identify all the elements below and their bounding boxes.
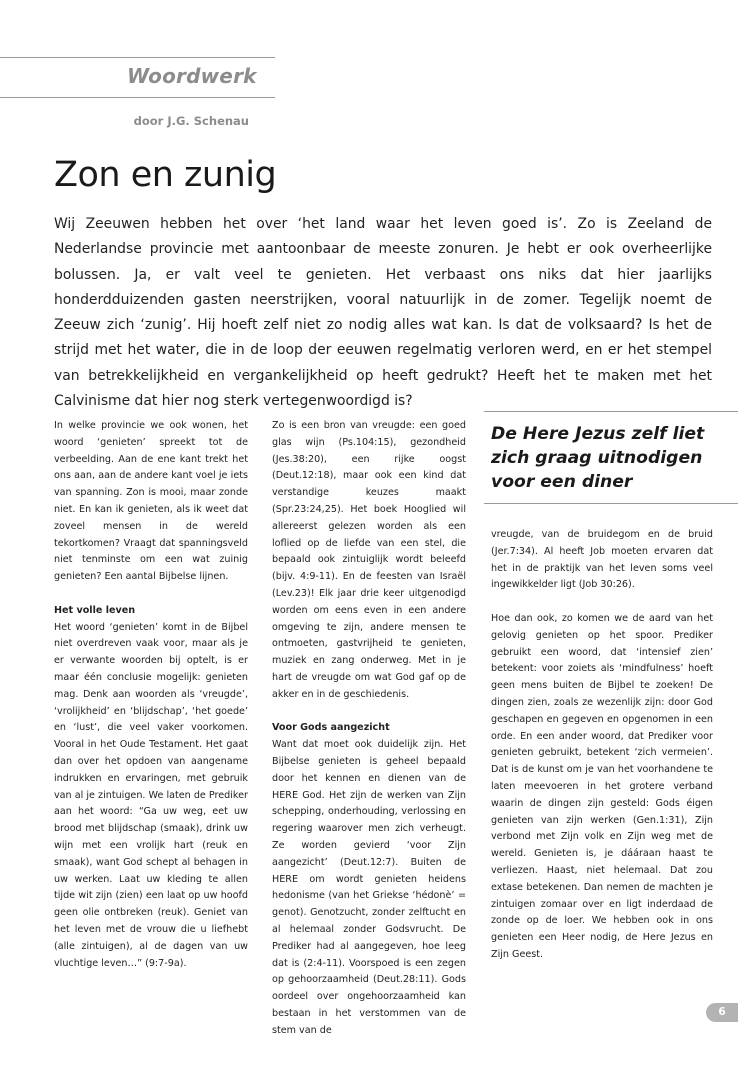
pull-quote-rule-top — [484, 411, 738, 412]
article-title: Zon en zunig — [54, 155, 277, 195]
body-paragraph: Hoe dan ook, zo komen we de aard van het gelovig genieten op het spoor. Prediker gebruikt een woord, dat ‘intensief zien’ betekent: voor zoiets als ‘mindfulness’ hoeft geen mens buiten de Bijbel te zoeken! De dingen zien, zoals ze wezenlijk zijn: door God geschapen en gegeven en opgenomen in een orde. En een ander woord, dat Prediker voor genieten gebruikt, betekent ‘zich vermeien’. Dat is de kunst om je van het voorhandene te laten meevoeren in het grotere verband waarin de dingen zijn gesteld: Gods éigen genieten van zijn werken (Gen.1:31), Zijn verbond met Zijn volk en Zijn weg met de wereld. Genieten is, je dááraan haast te verliezen. Haast, niet helemaal. Dat zou extase betekenen. Dan nemen de machten je zintuigen zomaar over en ligt inderdaad de zonde op de loer. We hebben ook in ons genieten een Heer nodig, de Here Jezus en Zijn Geest. — [491, 612, 713, 960]
body-column-1 — [54, 418, 248, 972]
body-paragraph: vreugde, van de bruidegom en de bruid (Jer.7:34). Al heeft Job moeten ervaren dat het in de praktijk van het leven soms veel ingewikkelder ligt (Job 30:26). — [491, 529, 713, 591]
body-column-3 — [491, 527, 713, 964]
author-byline: door J.G. Schenau — [133, 114, 249, 128]
subheading-het-volle-leven: Het volle leven — [54, 604, 136, 616]
section-rubric: Woordwerk — [127, 64, 257, 88]
body-column-2 — [272, 418, 466, 1039]
pull-quote: De Here Jezus zelf liet zich graag uitnodigen voor een diner — [491, 424, 705, 492]
header-rule-bottom — [0, 97, 275, 98]
subheading-voor-gods-aangezicht: Voor Gods aangezicht — [272, 722, 390, 734]
page-number-tab: 6 — [706, 1003, 738, 1022]
body-paragraph: Zo is een bron van vreugde: een goed glas wijn (Ps.104:15), gezondheid (Jes.38:20), een rijke oogst (Deut.12:18), maar ook een kind dat verstandige keuzes maakt (Spr.23:24,25). Het boek Hooglied wil allereerst gelezen worden als een loflied op de liefde van een stel, die bepaald ook zintuiglijk wordt beleefd (bijv. 4:9-11). En de feesten van Israël (Lev.23)! Elk jaar drie keer uitgenodigd worden om eens even in een andere omgeving te zijn, andere mensen te ontmoeten, gastvrijheid te genieten, muziek en zang onderweg. Met in je hart de vreugde om wat God gaf op de akker en in de geschiedenis. — [272, 420, 466, 700]
body-paragraph: In welke provincie we ook wonen, het woord ‘genieten’ spreekt tot de verbeelding. Aan de ene kant trekt het ons aan, aan de andere kant voel je iets van spanning. Zon is mooi, maar zonde niet. En kan ik genieten, als ik weet dat zoveel mensen in de wereld tekortkomen? Vraagt dat spanningsveld niet tenminste om een wat zuinig genieten? Een aantal Bijbelse lijnen. — [54, 420, 248, 583]
body-paragraph: Het woord ‘genieten’ komt in de Bijbel niet overdreven vaak voor, maar als je er verwante woorden bij optelt, is er maar één conclusie mogelijk: genieten mag. Denk aan woorden als ‘vreugde’, ‘vrolijkheid’ en ‘blijdschap’, ‘het goede’ en ‘lust’, die veel vaker voorkomen. Vooral in het Oude Testament. Het gaat dan over het opdoen van aangename indrukken en ervaringen, met gebruik van al je zintuigen. We laten de Prediker aan het woord: “Ga uw weg, eet uw brood met blijdschap (smaak), drink uw wijn met een vrolijk hart (reuk en smaak), want God schept al behagen in uw werken. Laat uw kleding te allen tijde wit zijn (zien) een laat op uw hoofd geen olie ontbreken (reuk). Geniet van het leven met de vrouw die u liefhebt (alle zintuigen), al de dagen van uw vluchtige leven…” (9:7-9a). — [54, 621, 248, 969]
body-paragraph: Want dat moet ook duidelijk zijn. Het Bijbelse genieten is geheel bepaald door het kennen en dienen van de HERE God. Het zijn de werken van Zijn schepping, onderhouding, verlossing en regering waarover men zich verheugt. Ze worden gevierd ‘voor Zijn aangezicht’ (Deut.12:7). Buiten de HERE om wordt genieten heidens hedonisme (van het Griekse ‘hédonè’ = genot). Genotzucht, zonder zelftucht en al helemaal zonder Godsvrucht. De Prediker had al aangegeven, hoe leeg dat is (2:4-11). Voorspoed is een zegen op gehoorzaamheid (Deut.28:11). Gods oordeel over ongehoorzaamheid kan bestaan in het verstommen van de stem van de — [272, 739, 466, 1036]
pull-quote-rule-bottom — [484, 503, 738, 504]
header-rule-top — [0, 57, 275, 58]
intro-paragraph: Wij Zeeuwen hebben het over ‘het land waar het leven goed is’. Zo is Zeeland de Nederlandse provincie met aantoonbaar de meeste zonuren. Je hebt er ook overheerlijke bolussen. Ja, er valt veel te genieten. Het verbaast ons niks dat hier jaarlijks honderdduizenden gasten neerstrijken, vooral natuurlijk in de zomer. Tegelijk noemt de Zeeuw zich ‘zunig’. Hij hoeft zelf niet zo nodig alles wat kan. Is dat de volksaard? Is het de strijd met het water, die in de loop der eeuwen regelmatig verloren werd, en er het stempel van betrekkelijkheid en vergankelijkheid op heeft gedrukt? Heeft het te maken met het Calvinisme dat hier nog sterk vertegenwoordigd is? — [54, 216, 712, 410]
